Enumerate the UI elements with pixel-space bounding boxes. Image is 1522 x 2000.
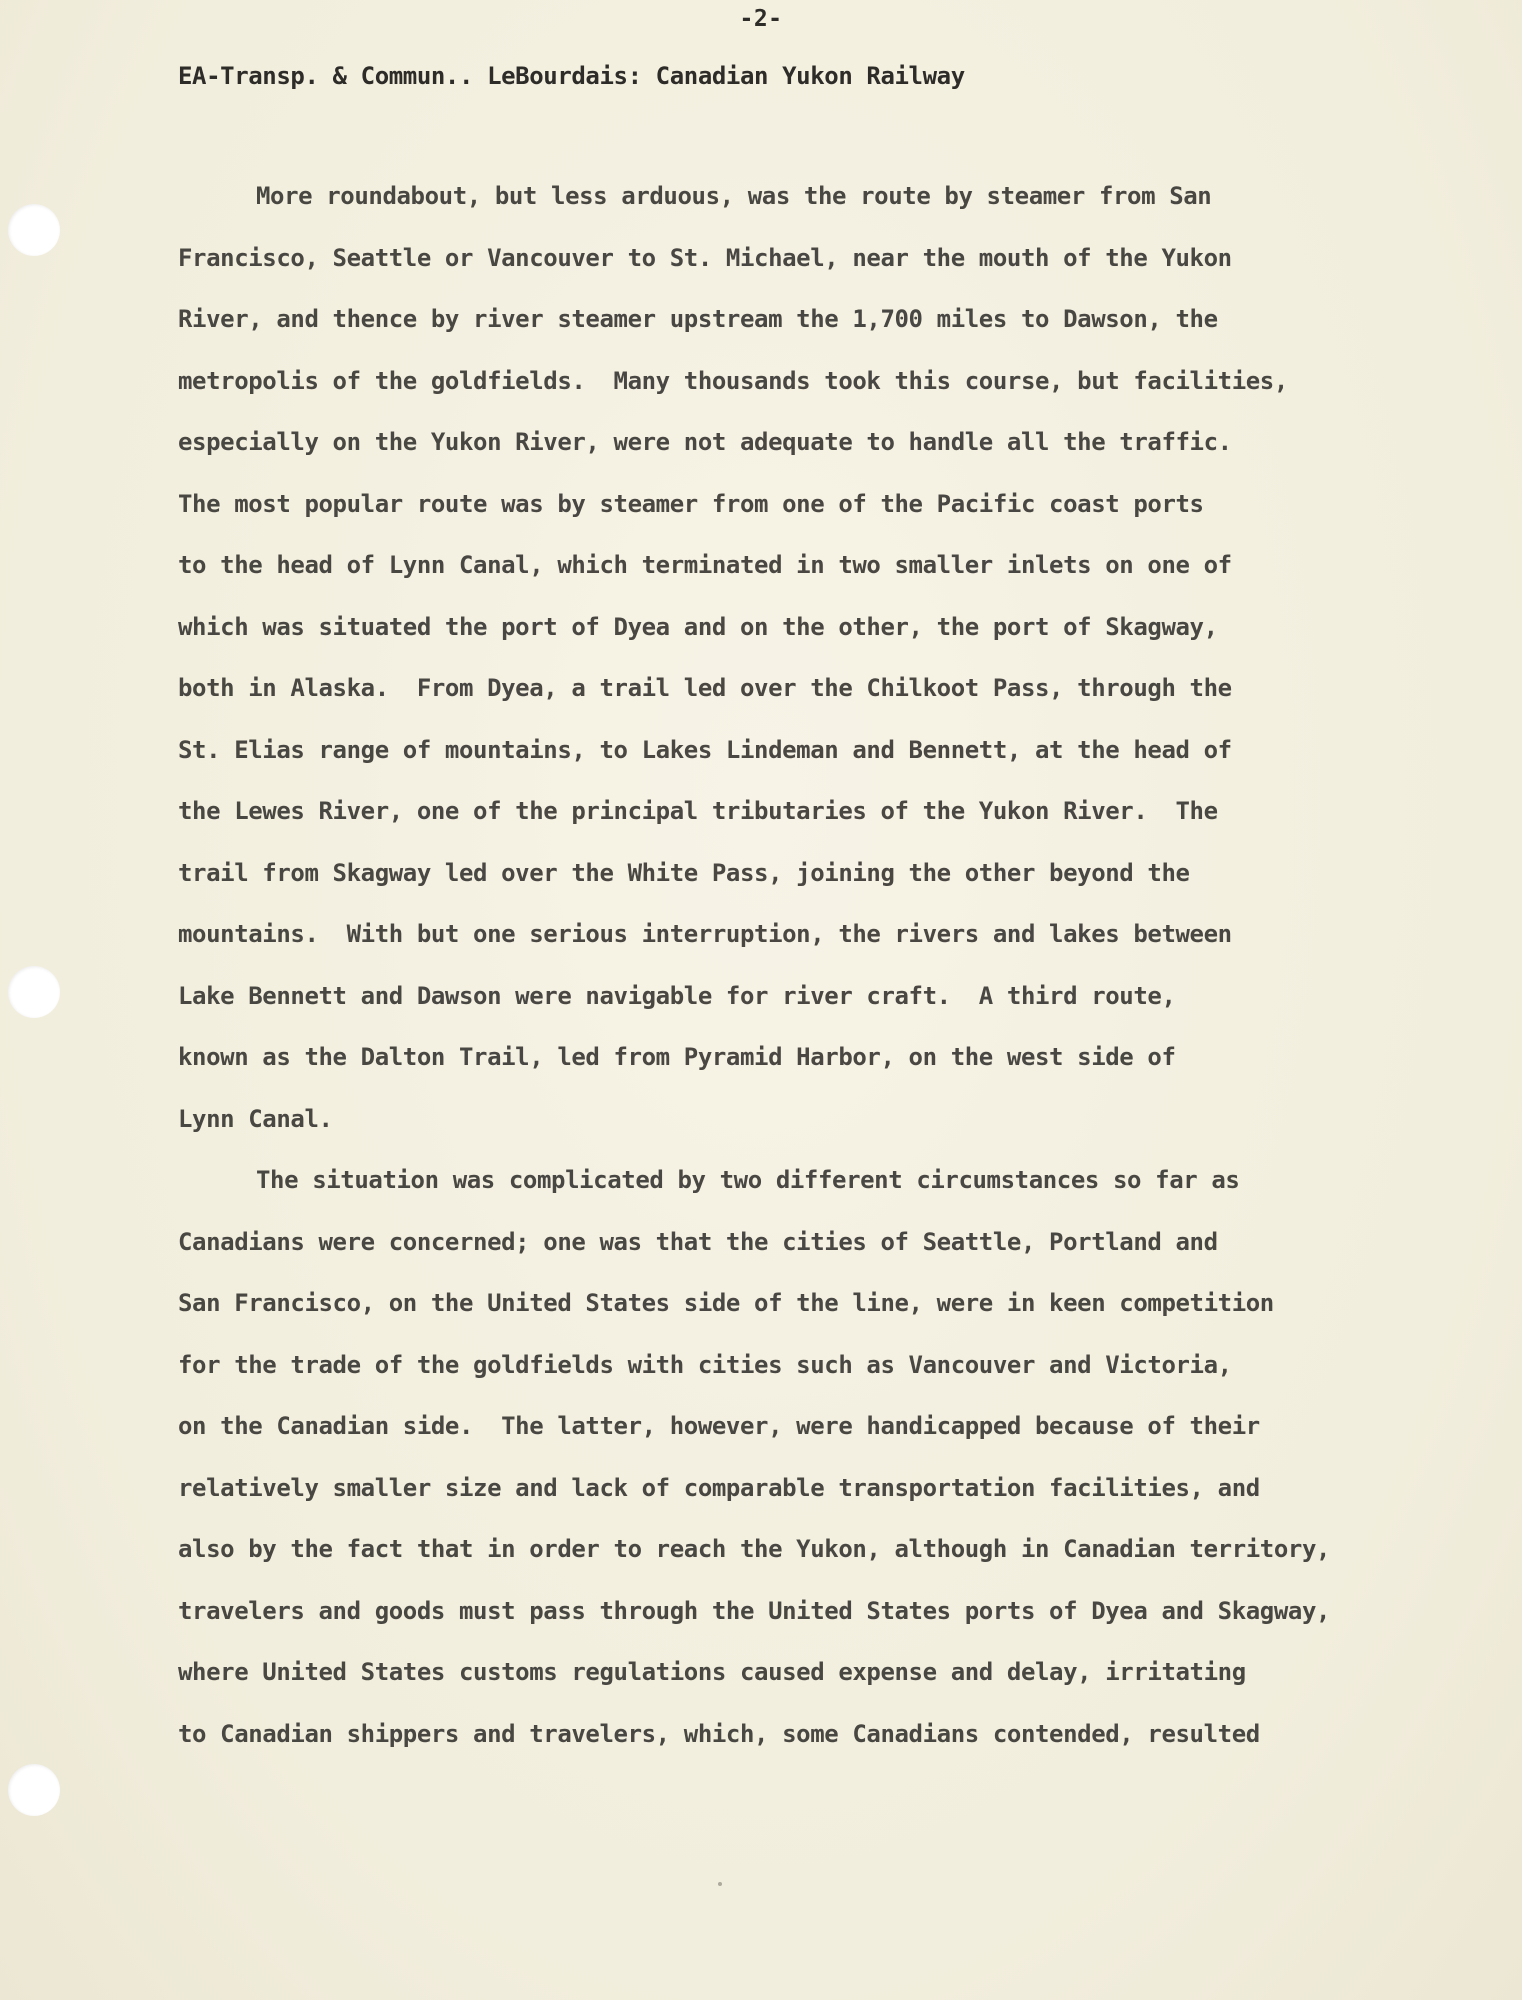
text-line: trail from Skagway led over the White Pass, joining the other beyond the	[178, 858, 1190, 887]
text-line: mountains. With but one serious interruption, the rivers and lakes between	[178, 920, 1232, 948]
text-line: River, and thence by river steamer upstream the 1,700 miles to Dawson, the	[178, 305, 1218, 333]
text-line: for the trade of the goldfields with cities such as Vancouver and Victoria,	[178, 1350, 1232, 1379]
text-line: where United States customs regulations caused expense and delay, irritating	[178, 1658, 1246, 1686]
text-line: Lake Bennett and Dawson were navigable for river craft. A third route,	[178, 981, 1176, 1010]
text-line: which was situated the port of Dyea and on the other, the port of Skagway,	[178, 612, 1218, 641]
text-line: St. Elias range of mountains, to Lakes Lindeman and Bennett, at the head of	[178, 735, 1232, 764]
text-line: also by the fact that in order to reach the Yukon, although in Canadian territory,	[178, 1535, 1331, 1563]
text-line: known as the Dalton Trail, led from Pyramid Harbor, on the west side of	[178, 1043, 1176, 1071]
text-line: San Francisco, on the United States side of the line, were in keen competition	[178, 1289, 1274, 1317]
text-line: relatively smaller size and lack of comparable transportation facilities, and	[178, 1473, 1260, 1502]
text-line: the Lewes River, one of the principal tributaries of the Yukon River. The	[178, 797, 1218, 825]
text-line: The situation was complicated by two different circumstances so far as	[256, 1166, 1240, 1194]
punch-hole	[8, 1764, 60, 1816]
text-line: Francisco, Seattle or Vancouver to St. Michael, near the mouth of the Yukon	[178, 243, 1232, 272]
text-line: travelers and goods must pass through the United States ports of Dyea and Skagway,	[178, 1596, 1331, 1625]
text-line: both in Alaska. From Dyea, a trail led over the Chilkoot Pass, through the	[178, 674, 1232, 702]
punch-hole	[8, 204, 60, 256]
running-header: EA-Transp. & Commun.. LeBourdais: Canadian Yukon Railway	[178, 62, 965, 90]
text-line: to Canadian shippers and travelers, which, some Canadians contended, resulted	[178, 1719, 1260, 1748]
text-line: on the Canadian side. The latter, however, were handicapped because of their	[178, 1412, 1260, 1440]
body-text	[178, 184, 1478, 1783]
text-line: Lynn Canal.	[178, 1104, 333, 1133]
punch-hole	[8, 966, 60, 1018]
page-number: -2-	[739, 6, 783, 32]
text-line: The most popular route was by steamer from one of the Pacific coast ports	[178, 489, 1204, 518]
stray-mark	[718, 1882, 722, 1886]
text-line: More roundabout, but less arduous, was the route by steamer from San	[256, 182, 1212, 210]
text-line: metropolis of the goldfields. Many thousands took this course, but facilities,	[178, 366, 1288, 395]
text-line: Canadians were concerned; one was that the cities of Seattle, Portland and	[178, 1227, 1218, 1256]
text-line: to the head of Lynn Canal, which terminated in two smaller inlets on one of	[178, 551, 1232, 579]
text-line: especially on the Yukon River, were not adequate to handle all the traffic.	[178, 428, 1232, 456]
